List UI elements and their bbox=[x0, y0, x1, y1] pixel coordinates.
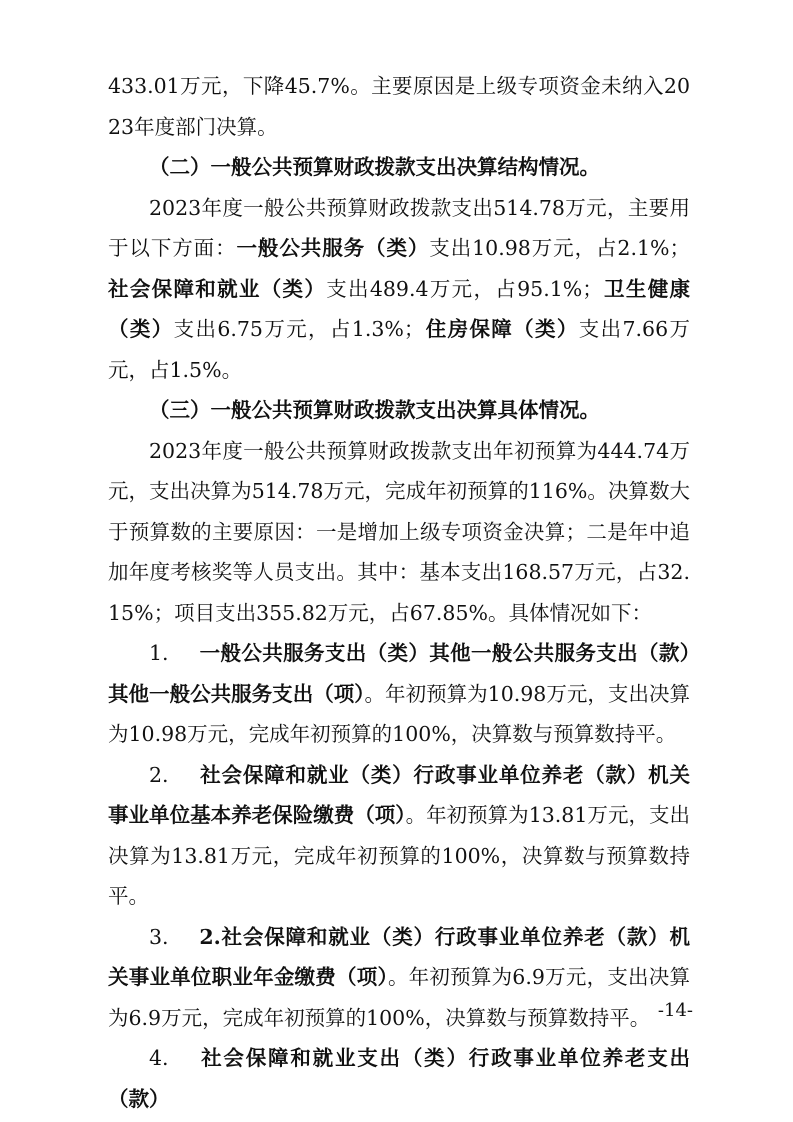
category-text: 支出10.98万元，占2.1%； bbox=[429, 236, 690, 260]
category-text: 支出489.4万元，占95.1%； bbox=[326, 276, 603, 301]
item-label: 2.社会保障和就业（类）行政事业单位养老（款）机关事业单位职业年金缴费（项） bbox=[108, 924, 690, 989]
list-item-2 bbox=[108, 755, 690, 917]
category-label: 社会保障和就业（类） bbox=[108, 276, 327, 301]
page-number: -14- bbox=[657, 1000, 693, 1021]
item-number: 4. bbox=[149, 1046, 169, 1070]
category-label: 住房保障（类） bbox=[424, 317, 579, 341]
category-text: 支出6.75万元，占1.3%； bbox=[173, 317, 425, 341]
paragraph-continuation bbox=[108, 66, 690, 147]
item-number: 3. bbox=[149, 924, 169, 949]
item-label: 社会保障和就业支出（类）行政事业单位养老支出（款） bbox=[108, 1046, 690, 1111]
item-text: 。年初预算为13.81万元，支出决算为13.81万元，完成年初预算的100%，决算数与预算数持平。 bbox=[108, 803, 691, 908]
section-heading-3: （三）一般公共预算财政拨款支出决算具体情况。 bbox=[149, 398, 600, 422]
category-label: 卫生健康（类） bbox=[108, 276, 691, 341]
list-item-4 bbox=[108, 1038, 690, 1119]
paragraph-text: 433.01万元，下降45.7%。主要原因是上级专项资金未纳入2023年度部门决算。 bbox=[108, 74, 690, 139]
category-text: 支出7.66万元，占1.5%。 bbox=[108, 317, 690, 382]
item-label: 社会保障和就业（类）行政事业单位养老（款）机关事业单位基本养老保险缴费（项） bbox=[108, 762, 690, 827]
document-body bbox=[108, 66, 690, 1119]
item-text: 。年初预算为6.9万元，支出决算为6.9万元，完成年初预算的100%，决算数与预算数持平。 bbox=[108, 965, 690, 1030]
item-number: 1. bbox=[149, 641, 169, 665]
section-heading-2: （二）一般公共预算财政拨款支出决算结构情况。 bbox=[149, 155, 600, 179]
category-label: 一般公共服务（类） bbox=[236, 236, 430, 260]
item-number: 2. bbox=[149, 762, 169, 787]
list-item-1 bbox=[108, 633, 690, 755]
item-text: 。年初预算为10.98万元，支出决算为10.98万元，完成年初预算的100%，决算数与预算数持平。 bbox=[108, 681, 690, 746]
paragraph-expenditure-structure bbox=[108, 188, 690, 391]
paragraph-expenditure-details: 2023年度一般公共预算财政拨款支出年初预算为444.74万元，支出决算为514.78万元，完成年初预算的116%。决算数大于预算数的主要原因：一是增加上级专项资金决算；二是年中追加年度考核奖等人员支出。其中：基本支出168.57万元，占32.15%；项目支出355.82万元，占67.85%。具体情况如下： bbox=[108, 438, 690, 625]
list-item-3 bbox=[108, 917, 690, 1039]
item-label: 一般公共服务支出（类）其他一般公共服务支出（款）其他一般公共服务支出（项） bbox=[108, 641, 690, 706]
paragraph-text: 2023年度一般公共预算财政拨款支出514.78万元，主要用于以下方面： bbox=[108, 195, 690, 260]
